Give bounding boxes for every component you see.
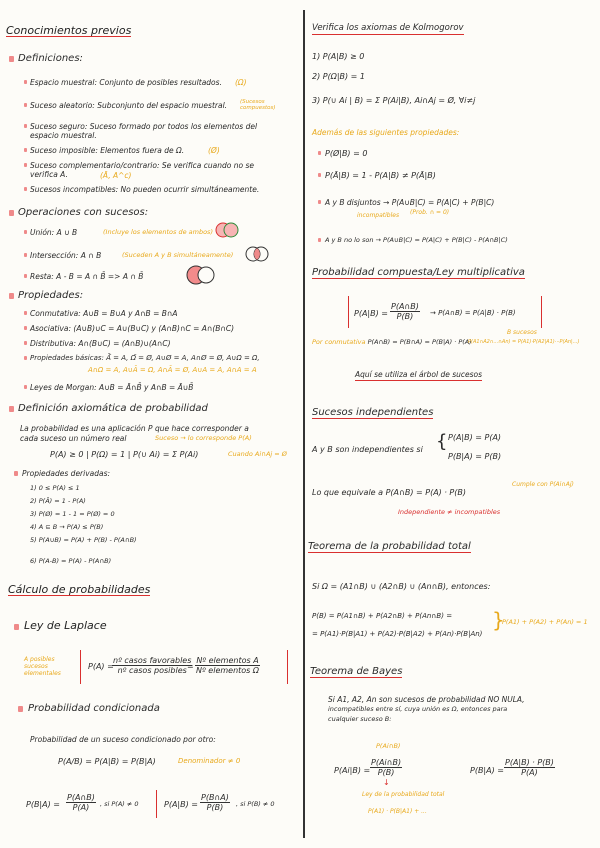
kolmogorov-extra-heading: Además de las siguientes propiedades: [312, 128, 460, 137]
bullet-icon [9, 210, 14, 216]
condicionada-heading: Probabilidad condicionada [28, 703, 160, 714]
total-text: Si Ω = (A1∩B) ∪ (A2∩B) ∪ (An∩B), entonces: [312, 582, 491, 591]
bullet-icon [24, 103, 27, 107]
condicionada-note: Denominador ≠ 0 [178, 757, 241, 765]
laplace-note: A posibles sucesos elementales [24, 656, 61, 677]
operaciones-heading: Operaciones con sucesos: [18, 207, 149, 218]
laplace-den-1: nº casos posibles [117, 666, 187, 675]
laplace-formula-left: P(A) = [88, 662, 114, 671]
bullet-icon [24, 326, 27, 330]
laplace-fraction-2 [195, 656, 260, 675]
kolmogorov-extra-note: (Prob. ∩ = 0) [410, 209, 450, 216]
derivada-item: 1) 0 ≤ P(A) ≤ 1 [30, 484, 80, 492]
independientes-equiv-note: Cumple con P(Ai∩Aj) [512, 481, 574, 488]
kolmogorov-item: 1) P(A|B) ≥ 0 [312, 52, 365, 61]
axiomatica-note: Suceso → lo corresponde P(A) [155, 434, 252, 442]
cond-formula-2-left: P(A|B) = [164, 800, 198, 809]
interseccion-note: (Suceden A y B simultáneamente) [122, 251, 234, 259]
derivada-item: 2) P(Ā) = 1 - P(A) [30, 497, 86, 505]
intersection-venn-icon [242, 244, 272, 264]
bayes-f1-left: P(Ai|B) = [334, 766, 371, 775]
propiedad-item: Leyes de Morgan: A∪B = Ā∩B̄ y A∩B = Ā∪B̄ [30, 383, 194, 392]
def-item: Espacio muestral: Conjunto de posibles resultados. [30, 78, 222, 87]
def-item: Suceso aleatorio: Subconjunto del espacio muestral. [30, 101, 228, 110]
total-line2: = P(A1)·P(B|A1) + P(A2)·P(B|A2) + P(An)·P(B|An) [312, 630, 483, 638]
propiedad-item: Asociativa: (A∪B)∪C = A∪(B∪C) y (A∩B)∩C = A∩(B∩C) [30, 324, 235, 333]
bullet-icon [9, 293, 14, 299]
compuesta-note: B sucesos [507, 329, 537, 336]
bullet-icon [24, 311, 27, 315]
bullet-icon [318, 151, 321, 155]
def-item: Sucesos incompatibles: No pueden ocurrir simultáneamente. [30, 185, 260, 194]
difference-venn-icon [183, 264, 219, 286]
laplace-heading: Ley de Laplace [24, 619, 107, 632]
bayes-f2-num: P(A|B) · P(B) [505, 758, 554, 767]
bayes-f1-den: P(B) [377, 768, 395, 777]
cond-formula-2-cond: , si P(B) ≠ 0 [236, 800, 275, 808]
bayes-note-bottom2: P(A1) · P(B|A1) + ... [368, 808, 427, 815]
axiomatica-formula-note: Cuando Ai∩Aj = Ø [228, 450, 287, 458]
cond-num-2: P(B∩A) [201, 793, 229, 802]
notes-page: Conocimientos previos Definiciones: Espacio muestral: Conjunto de posibles resultados. (Ω) Suceso aleatorio: Subconjunto del espacio muestral. (Sucesos compuestos) Suceso seguro: Suceso formado por todos los elementos del espacio muestral. Suceso imposible: Elementos fuera de Ω. (Ø) Suceso complementario/contrario: Se verifica cuando no se verifica A. (Ā, A^c) Sucesos incompatibles: No pueden ocurrir simultáneamente. Operaciones con sucesos: Unión: A ∪ B (Incluye los elementos de ambos) Intersección: A ∩ B (Suceden A y B simultáneamente) Resta: A - B = A ∩ B̄ => A ∩ B̄ Propiedades: Conmutativa: A∪B = B∪A y A∩B = B∩A Asociativa: (A∪B)∪C = A∪(B∪C) y (A∩B)∩C = A∩(B∩C) Distributiva: A∩(B∪C) = (A∩B)∪(A∩C) Propiedades básicas: Ā̄ = A, Ω̄ = Ø, A∪Ø = A, A∩Ø = Ø, A∪Ω = Ω, A∩Ω = A, A∪Ā = Ω, A∩Ā = Ø, A∪A = A, A∩A = A Leyes de Morgan: A∪B = Ā∩B̄ y A∩B = Ā∪B̄ Definición axiomática de probabilidad La probabilidad es una aplicación P que hace corresponder a cada suceso un número real Suceso → lo corresponde P(A) P(A) ≥ 0 | P(Ω) = 1 | P(∪ Ai) = Σ P(Ai) Cuando Ai∩Aj = Ø Propiedades derivadas: 1) 0 ≤ P(A) ≤ 1 2) P(Ā) = 1 - P(A) 3) P(Ø) = 1 - 1 = P(Ø) = 0 4) A ⊆ B → P(A) ≤ P(B) 5) P(A∪B) = P(A) + P(B) - P(A∩B) 6) P(A-B) = P(A) - P(A∩B) Cálculo de probabilidades Ley de Laplace A posibles sucesos elementales P(A) = $\frac{\text{nº casos favorables}}{\text{nº casos posibles}}$ = $\frac{\text{Nº elementos A}}{\text{Nº elementos Ω}}$ Probabilidad condicionada Probabilidad de un suceso condicionado por otro: P(A/B) = P(A|B) = P(B|A) Denominador ≠ 0 P(B|A) = $\frac{P(A\cap B)}{P(A)}$ , si P(A) ≠ 0 P(A|B) = $\frac{P(B\cap A)}{P(B)}$ , si P(B) ≠ 0 Verifica los axiomas de Kolmogorov 1) P(A|B) ≥ 0 2) P(Ω|B) = 1 3) P(∪ Ai | B) = Σ P(Ai|B), Ai∩Aj = Ø, ∀i≠j Además de las siguientes propiedades: P(Ø|B) = 0 P(Ā|B) = 1 - P(A|B) ≠ P(Ā|B) A y B disjuntos → P(A∪B|C) = P(A|C) + P(B|C) incompatibles (Prob. ∩ = 0) A y B no lo son → P(A∪B|C) = P(A|C) + P(B|C) - P(A∩B|C) Probabilidad compuesta/Ley multiplicativa P(A|B) = $\frac{P(A\cap B)}{P(B)}$ → P(A∩B) = P(A|B) · P(B) B sucesos Por conmutativa P(A∩B) = P(B∩A) = P(B|A) · P(A) P(A1∩A2∩...∩An) = P(A1)·P(A2|A1)···P(An|...) Aquí se utiliza el árbol de sucesos Sucesos independientes A y B son independientes si { P(A|B) = P(A) P(B|A) = P(B) Lo que equivale a P(A∩B) = P(A) · P(B) Cumple con P(Ai∩Aj) Independiente ≠ incompatibles Teorema de la probabilidad total Si Ω = (A1∩B) ∪ (A2∩B) ∪ (An∩B), entonces: P(B) = P(A1∩B) + P(A2∩B) + P(An∩B) = = P(A1)·P(B|A1) + P(A2)·P(B|A2) + P(An)·P(B|An) } P(A1) + P(A2) + P(An) = 1 Teorema de Bayes Si A1, A2, An son sucesos de probabilidad NO NULA, incompatibles entre sí, cuya unión es Ω, entonces para cualquier suceso B: P(Ai∩B) P(Ai|B) = $\frac{P(Ai\cap B)}{P(B)}$ ↓ Ley de la probabilidad total P(A1) · P(B|A1) + ... P(B|A) = $\frac{P(A|B) \cdot P(B)}{P(A)}$ [0, 0, 600, 848]
compuesta-formula-a: P(A|B) = [354, 309, 388, 318]
bullet-icon [9, 56, 14, 62]
bullet-icon [24, 148, 27, 152]
interseccion-text: Intersección: A ∩ B [30, 251, 102, 260]
total-note: P(A1) + P(A2) + P(An) = 1 [502, 618, 588, 626]
independientes-warning: Independiente ≠ incompatibles [398, 508, 501, 516]
kolmogorov-item: 2) P(Ω|B) = 1 [312, 72, 365, 81]
arbol-note: Aquí se utiliza el árbol de sucesos [355, 370, 483, 379]
cond-den-1: P(A) [72, 803, 90, 812]
compuesta-line2: Por conmutativa P(A∩B) = P(B∩A) = P(B|A) · P(A) [312, 338, 472, 346]
bayes-f2-den: P(A) [521, 768, 538, 777]
derivada-item: 4) A ⊆ B → P(A) ≤ P(B) [30, 523, 104, 531]
compuesta-formula-b: → P(A∩B) = P(A|B) · P(B) [430, 309, 516, 317]
def-item: Suceso complementario/contrario: Se verifica cuando no se verifica A. [30, 161, 254, 179]
bullet-icon [24, 124, 27, 128]
derivadas-heading: Propiedades derivadas: [22, 469, 111, 478]
union-note: (Incluye los elementos de ambos) [103, 228, 213, 236]
propiedad-item: A∩Ω = A, A∪Ā = Ω, A∩Ā = Ø, A∪A = A, A∩A = A [88, 366, 257, 374]
bayes-text: Si A1, A2, An son sucesos de probabilidad NO NULA, [328, 695, 525, 704]
bullet-icon [24, 385, 27, 389]
cond-num-1: P(A∩B) [67, 793, 95, 802]
column-divider [303, 10, 305, 838]
kolmogorov-extra-note: incompatibles [357, 212, 400, 219]
propiedad-item: Distributiva: A∩(B∪C) = (A∩B)∪(A∩C) [30, 339, 171, 348]
bayes-text: incompatibles entre sí, cuya unión es Ω, entonces para [328, 705, 508, 713]
kolmogorov-extra-item: P(Ø|B) = 0 [325, 149, 368, 158]
def-note: (Ω) [235, 78, 247, 87]
propiedad-item: Conmutativa: A∪B = B∪A y A∩B = B∩A [30, 309, 178, 318]
bullet-icon [14, 471, 18, 476]
bayes-heading: Teorema de Bayes [310, 666, 403, 677]
bullet-icon [24, 356, 27, 360]
union-text: Unión: A ∪ B [30, 228, 78, 237]
bullet-icon [24, 187, 27, 191]
definiciones-heading: Definiciones: [18, 53, 83, 64]
bullet-icon [318, 238, 321, 242]
bullet-icon [9, 406, 14, 412]
bullet-icon [318, 173, 321, 177]
union-venn-icon [212, 220, 242, 240]
derivada-item: 5) P(A∪B) = P(A) + P(B) - P(A∩B) [30, 536, 137, 544]
bullet-icon [24, 341, 27, 345]
compuesta-heading: Probabilidad compuesta/Ley multiplicativa [312, 267, 525, 278]
independientes-cond: P(A|B) = P(A) [448, 433, 502, 442]
kolmogorov-extra-item: P(Ā|B) = 1 - P(A|B) ≠ P(Ā|B) [325, 171, 436, 180]
bayes-f2-left: P(B|A) = [470, 766, 504, 775]
kolmogorov-item: 3) P(∪ Ai | B) = Σ P(Ai|B), Ai∩Aj = Ø, ∀i≠j [312, 96, 476, 105]
bullet-icon [14, 624, 19, 630]
derivada-item: 6) P(A-B) = P(A) - P(A∩B) [30, 557, 112, 565]
condicionada-text: Probabilidad de un suceso condicionado por otro: [30, 735, 216, 744]
axiomatica-text: cada suceso un número real [20, 434, 127, 443]
resta-text: Resta: A - B = A ∩ B̄ => A ∩ B̄ [30, 272, 144, 281]
laplace-num-1: nº casos favorables [113, 656, 192, 665]
bayes-f1-num: P(Ai∩B) [371, 758, 402, 767]
bullet-icon [18, 706, 23, 712]
laplace-den-2: Nº elementos Ω [196, 666, 260, 675]
laplace-num-2: Nº elementos A [196, 656, 259, 665]
cond-den-2: P(B) [206, 803, 224, 812]
def-item: Suceso imposible: Elementos fuera de Ω. [30, 146, 185, 155]
kolmogorov-extra-item: A y B no lo son → P(A∪B|C) = P(A|C) + P(B|C) - P(A∩B|C) [325, 236, 508, 244]
axiomatica-heading: Definición axiomática de probabilidad [18, 403, 208, 414]
bullet-icon [24, 274, 27, 278]
kolmogorov-extra-item: A y B disjuntos → P(A∪B|C) = P(A|C) + P(B|C) [325, 198, 495, 207]
def-note: (Sucesos compuestos) [240, 99, 276, 111]
axiomatica-formula: P(A) ≥ 0 | P(Ω) = 1 | P(∪ Ai) = Σ P(Ai) [50, 450, 199, 459]
independientes-equiv: Lo que equivale a P(A∩B) = P(A) · P(B) [312, 488, 466, 497]
compuesta-num: P(A∩B) [391, 302, 419, 311]
axiomatica-text: La probabilidad es una aplicación P que hace corresponder a [20, 424, 249, 433]
condicionada-formula: P(A/B) = P(A|B) = P(B|A) [58, 757, 156, 766]
bayes-note-bottom: Ley de la probabilidad total [362, 791, 445, 798]
laplace-fraction-1 [112, 656, 192, 675]
kolmogorov-heading: Verifica los axiomas de Kolmogorov [312, 23, 464, 33]
def-item: Suceso seguro: Suceso formado por todos los elementos del espacio muestral. [30, 122, 258, 140]
bullet-icon [318, 200, 321, 204]
bayes-note-top: P(Ai∩B) [376, 742, 401, 750]
independientes-cond: P(B|A) = P(B) [448, 452, 502, 461]
calculo-title: Cálculo de probabilidades [8, 583, 151, 596]
def-note: (Ā, A^c) [100, 171, 132, 180]
total-line1: P(B) = P(A1∩B) + P(A2∩B) + P(An∩B) = [312, 612, 453, 620]
independientes-text: A y B son independientes si [312, 445, 423, 454]
bullet-icon [24, 163, 27, 167]
cond-formula-1-left: P(B|A) = [26, 800, 60, 809]
derivada-item: 3) P(Ø) = 1 - 1 = P(Ø) = 0 [30, 510, 115, 518]
cond-formula-1-cond: , si P(A) ≠ 0 [100, 800, 139, 808]
compuesta-line2-note: P(A1∩A2∩...∩An) = P(A1)·P(A2|A1)···P(An|...) [468, 339, 580, 345]
def-note: (Ø) [208, 146, 220, 155]
bullet-icon [24, 253, 27, 257]
bullet-icon [24, 230, 27, 234]
page-title: Conocimientos previos [6, 24, 132, 37]
compuesta-den: P(B) [396, 312, 414, 321]
propiedades-heading: Propiedades: [18, 290, 84, 301]
propiedad-item: Propiedades básicas: Ā̄ = A, Ω̄ = Ø, A∪Ø = A, A∩Ø = Ø, A∪Ω = Ω, [30, 354, 260, 362]
independientes-heading: Sucesos independientes [312, 407, 434, 418]
total-heading: Teorema de la probabilidad total [308, 541, 471, 552]
bullet-icon [24, 80, 27, 84]
bayes-text: cualquier suceso B: [328, 715, 392, 723]
